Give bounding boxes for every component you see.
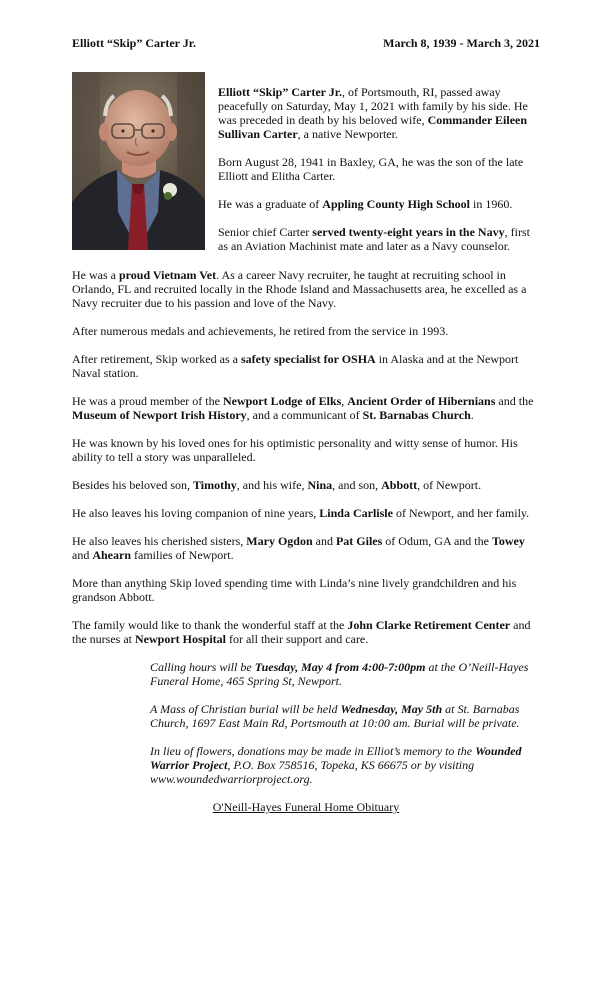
intro-section [218, 85, 540, 267]
text-span: in 1960. [470, 197, 513, 211]
bold-text: proud Vietnam Vet [118, 268, 217, 282]
bold-text: Timothy [193, 478, 237, 492]
body-paragraph [72, 478, 540, 492]
text-span: for all their support and care. [225, 632, 369, 646]
bold-text: Nina [307, 478, 333, 492]
text-span: He also leaves his cherished sisters, [72, 534, 247, 548]
body-paragraph [72, 436, 540, 464]
text-span: After numerous medals and achievements, he retired from the service in 1993. [72, 324, 449, 338]
bold-text: Wounded Warrior Project [150, 744, 522, 772]
text-span: A Mass of Christian burial will be held [150, 702, 341, 716]
intro-paragraph [218, 155, 540, 183]
header-name: Elliott “Skip” Carter Jr. [72, 36, 197, 50]
text-span: and the nurses at [72, 618, 531, 646]
text-span: , [341, 394, 348, 408]
service-paragraph [150, 660, 540, 688]
text-span: Calling hours will be [150, 660, 255, 674]
bold-text: Ancient Order of Hibernians [347, 394, 496, 408]
text-span: He was a [72, 268, 119, 282]
obituary-link-row [0, 800, 612, 814]
text-span: , of Newport. [417, 478, 482, 492]
service-paragraph [150, 744, 540, 786]
services-section [150, 660, 540, 800]
text-span: families of Newport. [131, 548, 234, 562]
portrait-photo [72, 72, 205, 250]
body-paragraph [72, 352, 540, 380]
body-paragraph [72, 394, 540, 422]
bold-text: Tuesday, May 4 from 4:00-7:00pm [254, 660, 426, 674]
bold-text: Linda Carlisle [319, 506, 393, 520]
text-span: of Odum, GA and the [382, 534, 492, 548]
body-paragraph [72, 324, 540, 338]
obituary-link[interactable]: O'Neill-Hayes Funeral Home Obituary [212, 800, 400, 814]
text-span: , and a communicant of [246, 408, 363, 422]
text-span: In lieu of flowers, donations may be made in Elliot’s memory to the [150, 744, 476, 758]
bold-text: John Clarke Retirement Center [347, 618, 511, 632]
bold-text: Ahearn [92, 548, 131, 562]
body-paragraph [72, 534, 540, 562]
text-span: , of Portsmouth, RI, passed away peacefully on Saturday, May 1, 2021 with family by his side. He was preceded in death by his beloved wife, [218, 85, 528, 127]
bold-text: Mary Ogdon [246, 534, 313, 548]
body-paragraph [72, 506, 540, 520]
text-span: , P.O. Box 758516, Topeka, KS 66675 or by visiting www.woundedwarriorproject.org. [150, 758, 475, 786]
text-span: Born August 28, 1941 in Baxley, GA, he was the son of the late Elliott and Elitha Carter. [218, 155, 524, 183]
text-span: The family would like to thank the wonderful staff at the [72, 618, 348, 632]
text-span: He also leaves his loving companion of nine years, [72, 506, 320, 520]
text-span: He was known by his loved ones for his optimistic personality and witty sense of humor. His ability to tell a story was unparalleled. [72, 436, 518, 464]
text-span: . As a career Navy recruiter, he taught at recruiting school in Orlando, FL and recruited locally in the Rhode Island and Massachusetts area, he excelled as a Navy recruiter due to his passion and love of the Navy. [72, 268, 527, 310]
bold-text: Towey [491, 534, 525, 548]
intro-paragraph [218, 225, 540, 253]
text-span: at St. Barnabas Church, 1697 East Main Rd, Portsmouth at 10:00 am. Burial will be private. [150, 702, 520, 730]
text-span: and [312, 534, 336, 548]
text-span: in Alaska and at the Newport Naval station. [72, 352, 519, 380]
text-span: . [470, 408, 474, 422]
intro-paragraph [218, 85, 540, 141]
text-span: and the [495, 394, 534, 408]
bold-text: Pat Giles [335, 534, 383, 548]
bold-text: Abbott [381, 478, 418, 492]
text-span: He was a graduate of [218, 197, 323, 211]
bold-text: Museum of Newport Irish History [72, 408, 247, 422]
text-span: Besides his beloved son, [72, 478, 193, 492]
bold-text: St. Barnabas Church [362, 408, 471, 422]
body-paragraph [72, 576, 540, 604]
text-span: More than anything Skip loved spending time with Linda’s nine lively grandchildren and his grandson Abbott. [72, 576, 517, 604]
text-span: at the O’Neill-Hayes Funeral Home, 465 Spring St, Newport. [150, 660, 529, 688]
bold-text: Appling County High School [322, 197, 471, 211]
bold-text: safety specialist for OSHA [240, 352, 376, 366]
bold-text: Newport Lodge of Elks [222, 394, 342, 408]
bold-text: Commander Eileen Sullivan Carter [218, 113, 528, 141]
text-span: He was a proud member of the [72, 394, 223, 408]
bold-text: served twenty-eight years in the Navy [312, 225, 505, 239]
service-paragraph [150, 702, 540, 730]
bold-text: Elliott “Skip” Carter Jr. [218, 85, 343, 99]
page-header [72, 36, 540, 52]
text-span: and [72, 548, 93, 562]
text-span: After retirement, Skip worked as a [72, 352, 241, 366]
text-span: of Newport, and her family. [392, 506, 530, 520]
body-paragraph [72, 618, 540, 646]
text-span: , and son, [332, 478, 382, 492]
header-dates: March 8, 1939 - March 3, 2021 [383, 36, 540, 50]
body-paragraph [72, 268, 540, 310]
text-span: Senior chief Carter [218, 225, 313, 239]
text-span: , a native Newporter. [297, 127, 398, 141]
bold-text: Newport Hospital [134, 632, 226, 646]
bold-text: Wednesday, May 5th [340, 702, 443, 716]
text-span: , first as an Aviation Machinist mate and later as a Navy counselor. [218, 225, 530, 253]
main-section [72, 268, 540, 660]
intro-paragraph [218, 197, 540, 211]
text-span: , and his wife, [236, 478, 308, 492]
